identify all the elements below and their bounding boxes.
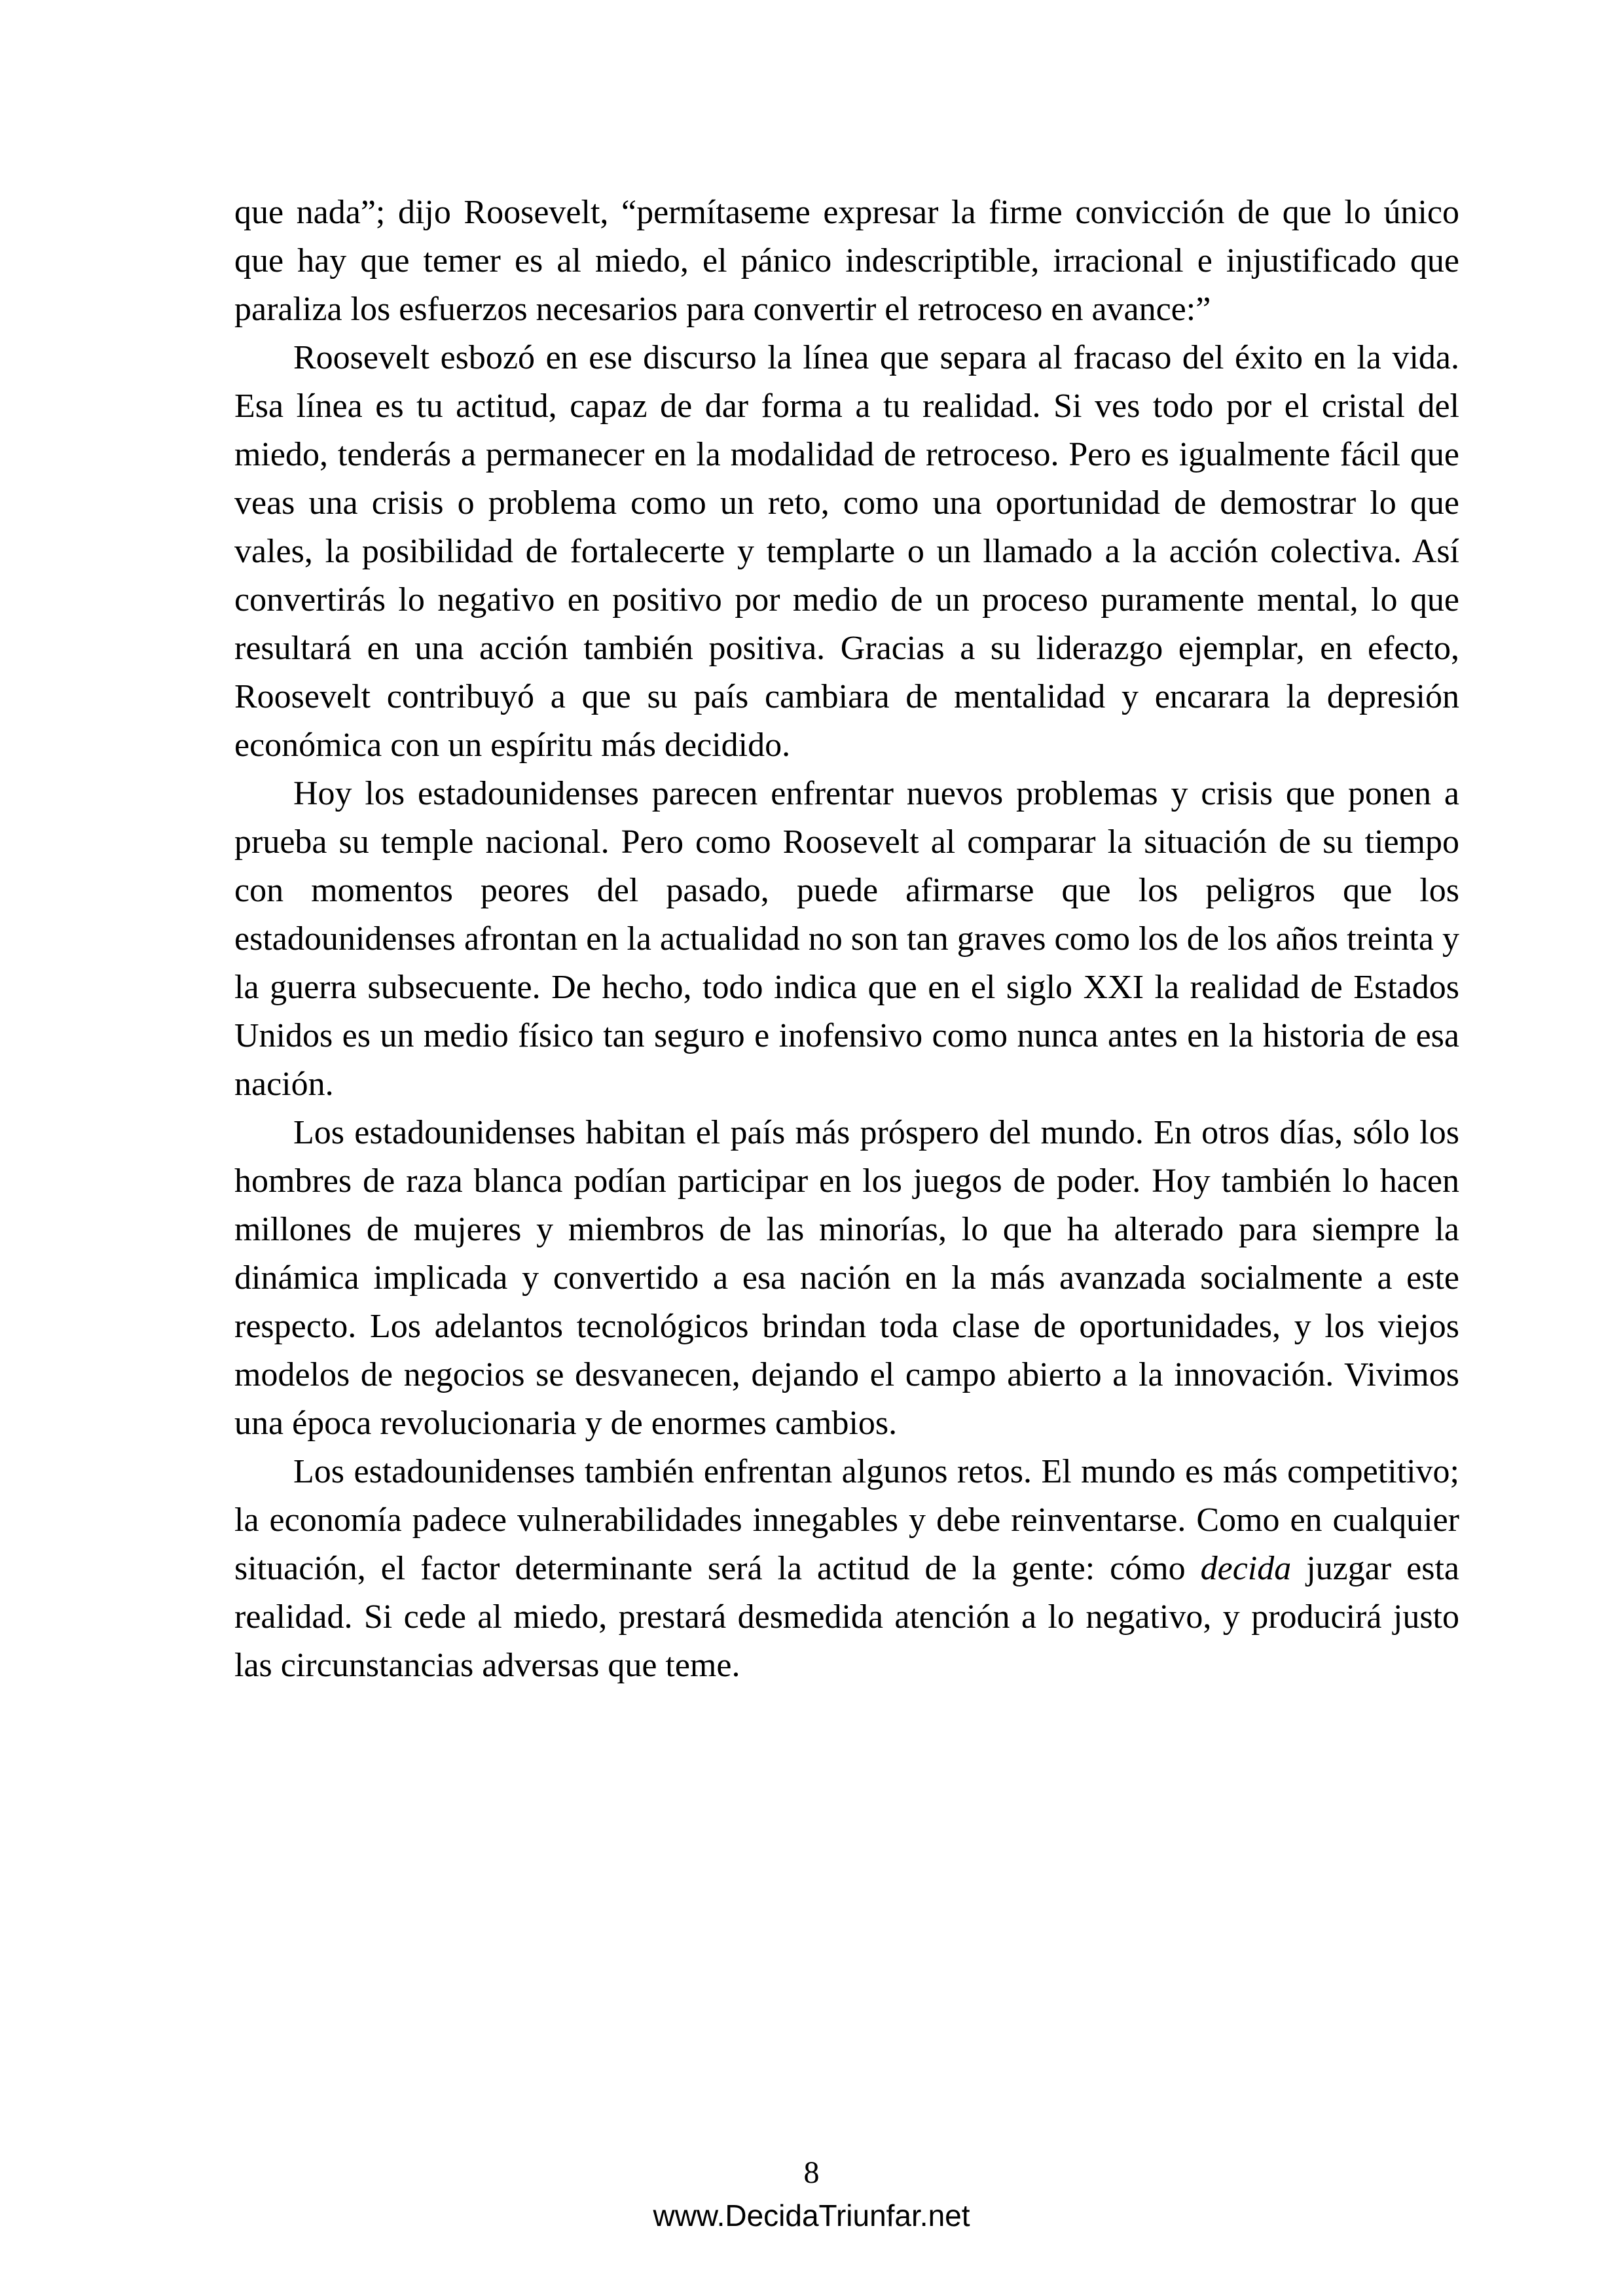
page-footer <box>0 2155 1623 2233</box>
paragraph-5-pre: Los estadounidenses también enfrentan algunos retos. El mundo es más competitivo; la economía padece vulnerabilidades innegables y debe reinventarse. Como en cualquier situación, el factor determinante será la actitud de la gente: cómo <box>234 1453 1459 1587</box>
paragraph-3: Hoy los estadounidenses parecen enfrentar nuevos problemas y crisis que ponen a prueba su temple nacional. Pero como Roosevelt al comparar la situación de su tiempo con momentos peores del pasado, puede afirmarse que los peligros que los estadounidenses afrontan en la actualidad no son tan graves como los de los años treinta y la guerra subsecuente. De hecho, todo indica que en el siglo XXI la realidad de Estados Unidos es un medio físico tan seguro e inofensivo como nunca antes en la historia de esa nación. <box>234 775 1459 1103</box>
footer-url: www.DecidaTriunfar.net <box>653 2198 970 2233</box>
paragraph-2: Roosevelt esbozó en ese discurso la línea que separa al fracaso del éxito en la vida. Esa línea es tu actitud, capaz de dar forma a tu realidad. Si ves todo por el cristal del miedo, tenderás a permanecer en la modalidad de retroceso. Pero es igualmente fácil que veas una crisis o problema como un reto, como una oportunidad de demostrar lo que vales, la posibilidad de fortalecerte y templarte o un llamado a la acción colectiva. Así convertirás lo negativo en positivo por medio de un proceso puramente mental, lo que resultará en una acción también positiva. Gracias a su liderazgo ejemplar, en efecto, Roosevelt contribuyó a que su país cambiara de mentalidad y encarara la depresión económica con un espíritu más decidido. <box>234 339 1459 764</box>
page-body-text <box>234 188 1459 1690</box>
paragraph-5-post: juzgar esta realidad. Si cede al miedo, prestará desmedida atención a lo negativo, y producirá justo las circunstancias adversas que teme. <box>234 1550 1459 1684</box>
page-number: 8 <box>803 2155 820 2190</box>
paragraph-4: Los estadounidenses habitan el país más próspero del mundo. En otros días, sólo los hombres de raza blanca podían participar en los juegos de poder. Hoy también lo hacen millones de mujeres y miembros de las minorías, lo que ha alterado para siempre la dinámica implicada y convertido a esa nación en la más avanzada socialmente a este respecto. Los adelantos tecnológicos brindan toda clase de oportunidades, y los viejos modelos de negocios se desvanecen, dejando el campo abierto a la innovación. Vivimos una época revolucionaria y de enormes cambios. <box>234 1114 1459 1442</box>
paragraph-5 <box>234 1448 1459 1690</box>
paragraph-1: que nada”; dijo Roosevelt, “permítaseme expresar la firme convicción de que lo único que hay que temer es al miedo, el pánico indescriptible, irracional e injustificado que paraliza los esfuerzos necesarios para convertir el retroceso en avance:” <box>234 194 1459 328</box>
paragraph-5-italic-word: decida <box>1200 1550 1292 1587</box>
